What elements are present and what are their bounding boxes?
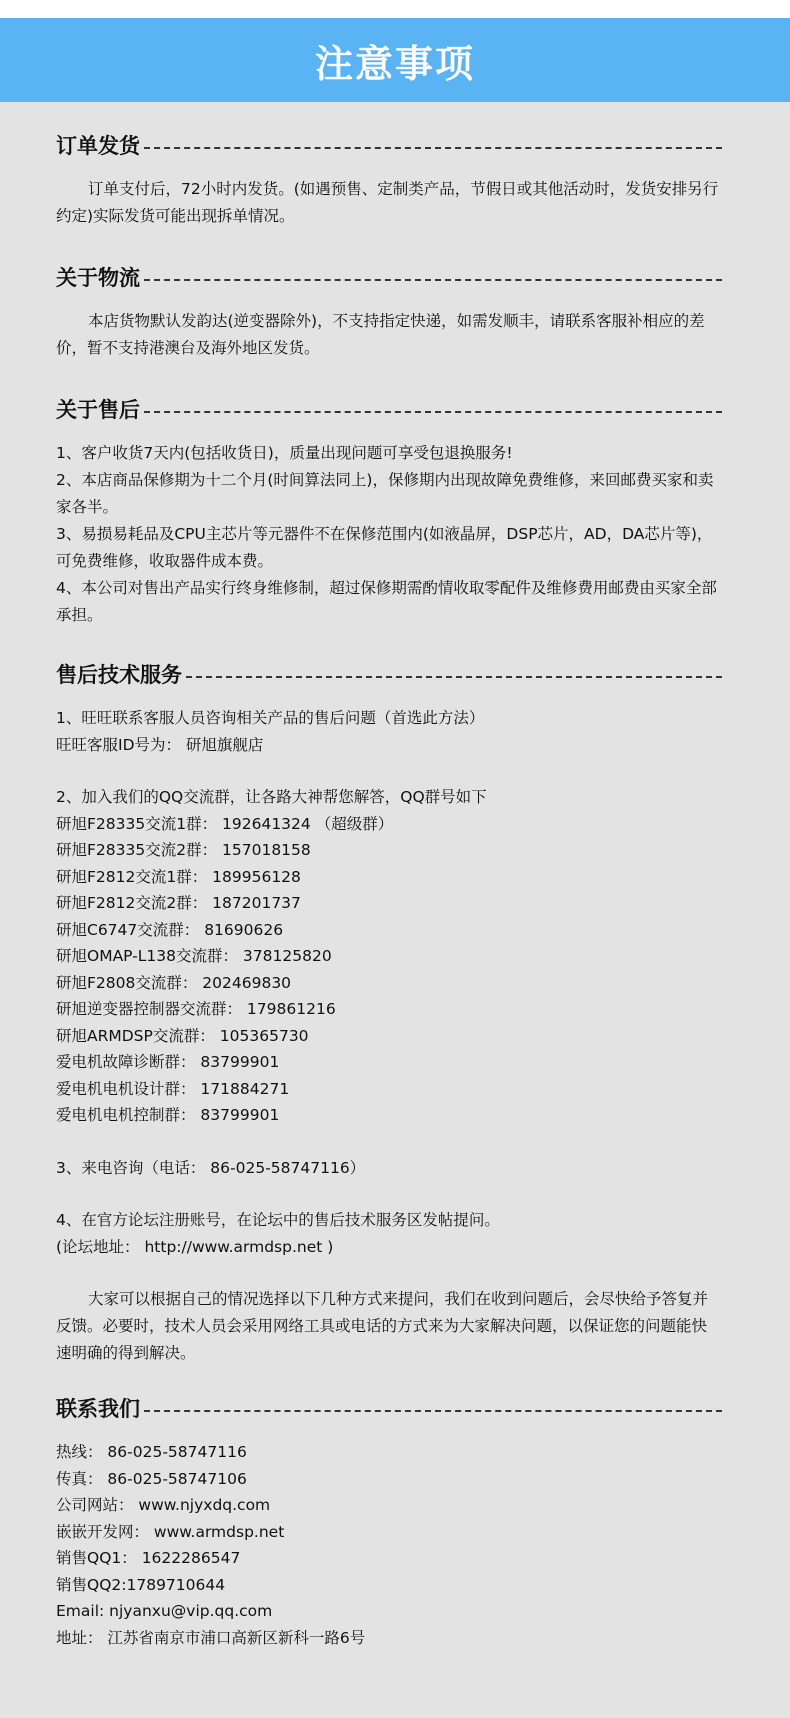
qq-group: 研旭ARMDSP交流群： 105365730 xyxy=(56,1026,309,1045)
contact-dev-site: 嵌嵌开发网： www.armdsp.net xyxy=(56,1522,285,1541)
aftersale-item: 3、易损易耗品及CPU主芯片等元器件不在保修范围内(如液晶屏，DSP芯片，AD，DA芯片等)，可免费维修，收取器件成本费。 xyxy=(56,525,713,570)
section-title-tech: 售后技术服务 xyxy=(56,659,186,689)
section-logistics xyxy=(0,260,790,362)
section-title-contact: 联系我们 xyxy=(56,1393,144,1423)
contact-qq2: 销售QQ2:1789710644 xyxy=(56,1575,226,1594)
qq-group: 研旭F2812交流1群： 189956128 xyxy=(56,867,301,886)
logistics-text: 本店货物默认发韵达(逆变器除外)，不支持指定快递，如需发顺丰，请联系客服补相应的差价，暂不支持港澳台及海外地区发货。 xyxy=(56,312,705,357)
contact-qq1: 销售QQ1： 1622286547 xyxy=(56,1549,241,1567)
forum-address: (论坛地址： http://www.armdsp.net ) xyxy=(56,1237,334,1256)
section-heading xyxy=(56,128,722,162)
dashed-divider xyxy=(144,147,722,149)
contact-website: 公司网站： www.njyxdq.com xyxy=(56,1496,271,1514)
qq-group: 研旭F28335交流2群： 157018158 xyxy=(56,841,311,859)
page-title: 注意事项 xyxy=(314,41,475,86)
dashed-divider xyxy=(144,279,722,281)
section-title-logistics: 关于物流 xyxy=(56,262,144,292)
aftersale-item: 1、客户收货7天内(包括收货日)，质量出现问题可享受包退换服务! xyxy=(56,444,513,462)
header-banner xyxy=(0,18,790,102)
method-3-phone: 3、来电咨询（电话： 86-025-58747116） xyxy=(56,1158,366,1177)
section-heading xyxy=(56,1391,722,1425)
contact-email: Email: njyanxu@vip.qq.com xyxy=(56,1602,273,1620)
section-title-aftersale: 关于售后 xyxy=(56,394,144,424)
method-1-line: 1、旺旺联系客服人员咨询相关产品的售后问题（首选此方法） xyxy=(56,709,485,727)
tech-summary: 大家可以根据自己的情况选择以下几种方式来提问，我们在收到问题后，会尽快给予答复并反馈。必要时，技术人员会采用网络工具或电话的方式来为大家解决问题，以保证您的问题能快速明确的得到解决。 xyxy=(56,1290,709,1362)
method-4-forum: 4、在官方论坛注册账号，在论坛中的售后技术服务区发帖提问。 xyxy=(56,1211,500,1229)
qq-group: 爱电机故障诊断群： 83799901 xyxy=(56,1053,280,1071)
order-text: 订单支付后，72小时内发货。(如遇预售、定制类产品，节假日或其他活动时，发货安排另行约定)实际发货可能出现拆单情况。 xyxy=(56,180,719,225)
qq-group: 研旭C6747交流群： 81690626 xyxy=(56,920,284,939)
wangwang-id: 旺旺客服ID号为： 研旭旗舰店 xyxy=(56,735,264,754)
dashed-divider xyxy=(186,676,722,678)
section-heading xyxy=(56,657,722,691)
section-contact xyxy=(0,1391,790,1651)
section-heading xyxy=(56,260,722,294)
section-title-order: 订单发货 xyxy=(56,130,144,160)
method-2-line: 2、加入我们的QQ交流群，让各路大神帮您解答，QQ群号如下 xyxy=(56,788,487,806)
section-order xyxy=(0,128,790,230)
contact-address: 地址： 江苏省南京市浦口高新区新科一路6号 xyxy=(56,1628,366,1647)
qq-group: 研旭OMAP-L138交流群： 378125820 xyxy=(56,947,332,965)
contact-hotline: 热线： 86-025-58747116 xyxy=(56,1443,247,1461)
top-strip xyxy=(0,0,790,18)
section-heading xyxy=(56,392,722,426)
qq-group: 研旭F2812交流2群： 187201737 xyxy=(56,894,301,912)
qq-group: 爱电机电机控制群： 83799901 xyxy=(56,1106,280,1124)
aftersale-item: 4、本公司对售出产品实行终身维修制，超过保修期需酌情收取零配件及维修费用邮费由买家全部承担。 xyxy=(56,579,717,624)
dashed-divider xyxy=(144,411,722,413)
section-aftersale xyxy=(0,392,790,629)
notice-content xyxy=(0,102,790,1651)
qq-group: 研旭F28335交流1群： 192641324 （超级群） xyxy=(56,814,394,833)
dashed-divider xyxy=(144,1410,722,1412)
section-tech-service xyxy=(0,657,790,1367)
contact-fax: 传真： 86-025-58747106 xyxy=(56,1469,247,1488)
aftersale-item: 2、本店商品保修期为十二个月(时间算法同上)，保修期内出现故障免费维修，来回邮费买家和卖家各半。 xyxy=(56,471,714,516)
qq-group: 研旭F2808交流群： 202469830 xyxy=(56,973,292,992)
qq-group: 研旭逆变器控制器交流群： 179861216 xyxy=(56,1000,336,1018)
qq-group: 爱电机电机设计群： 171884271 xyxy=(56,1079,290,1098)
